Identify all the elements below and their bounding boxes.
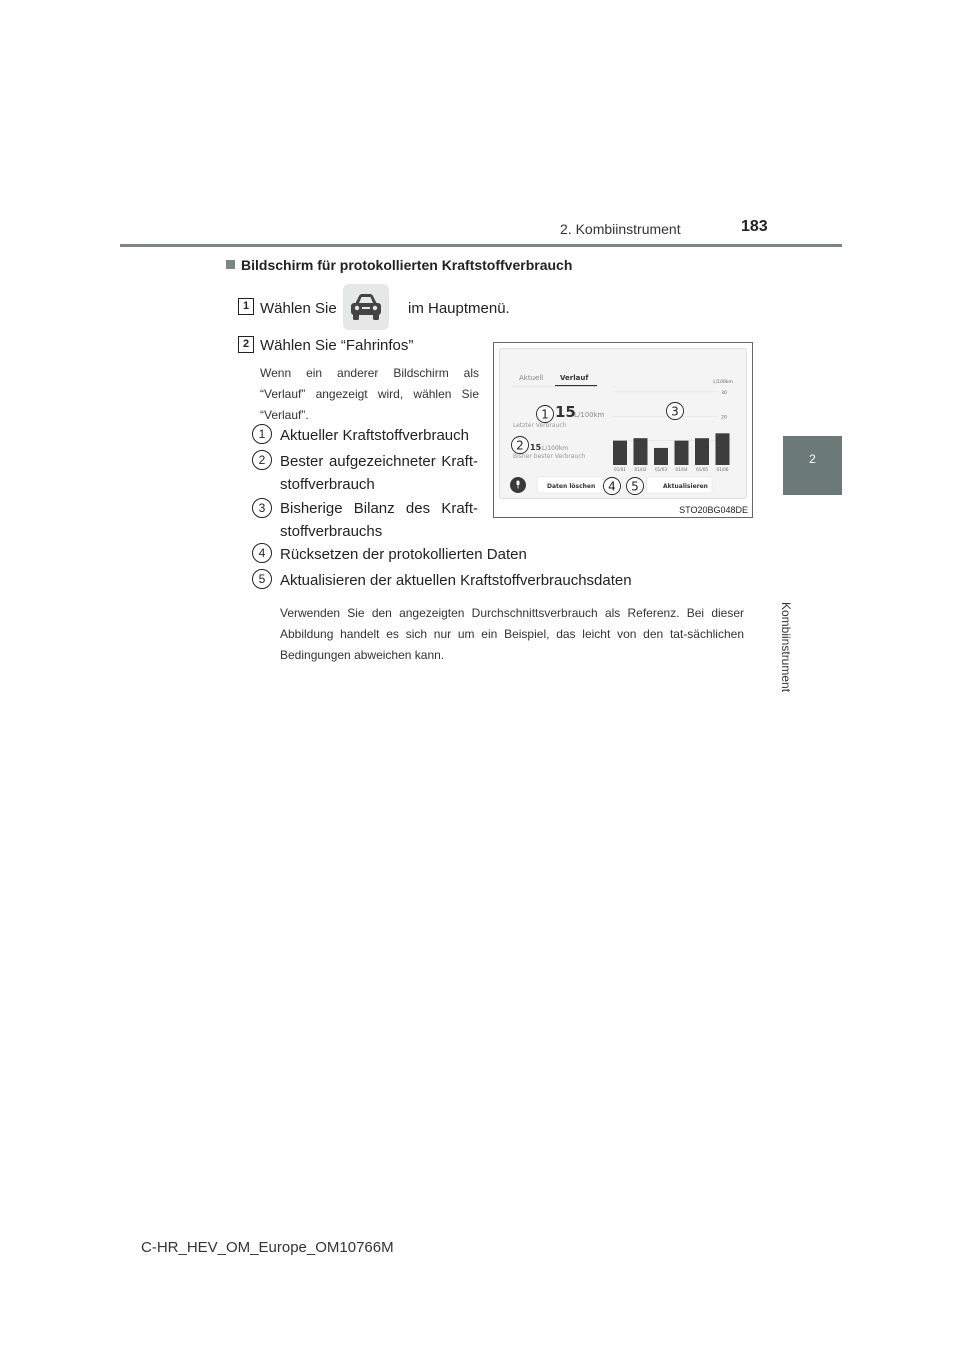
y-tick-label-20: 20 xyxy=(721,415,727,421)
header-divider xyxy=(120,244,842,247)
y-tick-label-30: 30 xyxy=(721,390,727,396)
screen-callout-3-label: 3 xyxy=(671,404,679,419)
step-number-2: 2 xyxy=(238,336,254,353)
x-tick-label-01/03: 01/03 xyxy=(654,467,668,472)
best-consumption-label: Bisher bester Verbrauch xyxy=(513,453,586,460)
fuel-history-screen xyxy=(500,349,746,498)
heading-bullet xyxy=(226,260,235,269)
current-consumption-value: 15 xyxy=(555,403,576,421)
bar-01/03 xyxy=(654,448,668,465)
chapter-number: 2 xyxy=(809,452,816,466)
heading-text: Bildschirm für protokollierten Kraftstoffverbrauch xyxy=(241,257,573,273)
chart-unit-label: L/100km xyxy=(713,380,733,385)
screen-illustration xyxy=(493,342,753,518)
display-screen xyxy=(499,348,747,499)
x-tick-label-01/02: 01/02 xyxy=(634,467,647,472)
callout-2: 2 xyxy=(252,450,272,470)
callout-5: 5 xyxy=(252,569,272,589)
bar-01/05 xyxy=(695,438,709,465)
screen-callout-1-label: 1 xyxy=(541,407,549,422)
chapter-tab xyxy=(783,436,842,495)
item-2-text: Bester aufgezeichneter Kraft-stoffverbrauch xyxy=(280,453,478,493)
best-consumption-value: 15 xyxy=(530,443,542,452)
update-label: Aktualisieren xyxy=(663,483,708,490)
screen-callout-2-label: 2 xyxy=(516,438,524,453)
current-consumption-unit: L/100km xyxy=(574,411,605,419)
section-title: 2. Kombiinstrument xyxy=(560,221,681,237)
item-1-text: Aktueller Kraftstoffverbrauch xyxy=(280,427,469,444)
bar-01/02 xyxy=(634,438,648,465)
document-footer: C-HR_HEV_OM_Europe_OM10766M xyxy=(141,1239,394,1256)
callout-3: 3 xyxy=(252,498,272,518)
item-3-text: Bisherige Bilanz des Kraft-stoffverbrauchs xyxy=(280,500,478,540)
bar-01/06 xyxy=(716,433,730,465)
screen-callout-5-label: 5 xyxy=(631,479,639,494)
x-tick-label-01/01: 01/01 xyxy=(613,467,627,472)
step-1-text-before: Wählen Sie xyxy=(260,300,337,317)
car-menu-icon xyxy=(343,284,389,330)
item-4-text: Rücksetzen der protokollierten Daten xyxy=(280,546,527,563)
step-2-text: Wählen Sie “Fahrinfos” xyxy=(260,337,414,354)
bar-01/01 xyxy=(613,441,627,465)
tab-verlauf[interactable]: Verlauf xyxy=(560,374,589,382)
page-number: 183 xyxy=(741,218,768,235)
tab-aktuell[interactable]: Aktuell xyxy=(519,374,544,382)
step-number-1: 1 xyxy=(238,298,254,315)
x-tick-label-01/06: 01/06 xyxy=(716,467,729,472)
item-5-text: Aktualisieren der aktuellen Kraftstoffverbrauchsdaten xyxy=(280,572,632,589)
car-icon xyxy=(348,292,384,322)
screen-callout-4-label: 4 xyxy=(608,479,616,494)
callout-1: 1 xyxy=(252,424,272,444)
reset-data-label: Daten löschen xyxy=(547,483,596,490)
chapter-label: Kombiinstrument xyxy=(779,602,793,693)
consumption-history-chart xyxy=(613,379,733,472)
current-consumption-label: Letzter Verbrauch xyxy=(513,422,567,429)
step-1-text-after: im Hauptmenü. xyxy=(408,300,510,317)
callout-4: 4 xyxy=(252,543,272,563)
x-tick-label-01/04: 01/04 xyxy=(675,467,688,472)
best-consumption-unit: L/100km xyxy=(542,445,569,452)
image-code: STO20BG048DE xyxy=(679,505,748,515)
bar-01/04 xyxy=(675,441,689,465)
note-verlauf: Wenn ein anderer Bildschirm als “Verlauf” angezeigt wird, wählen Sie “Verlauf”. xyxy=(260,366,479,422)
x-tick-label-01/05: 01/05 xyxy=(695,467,709,472)
note-reference: Verwenden Sie den angezeigten Durchschnittsverbrauch als Referenz. Bei dieser Abbildung handelt es sich nur um ein Beispiel, das leicht von den tat-sächlichen Bedingungen abweichen kann. xyxy=(280,606,744,662)
section-heading xyxy=(226,257,572,273)
